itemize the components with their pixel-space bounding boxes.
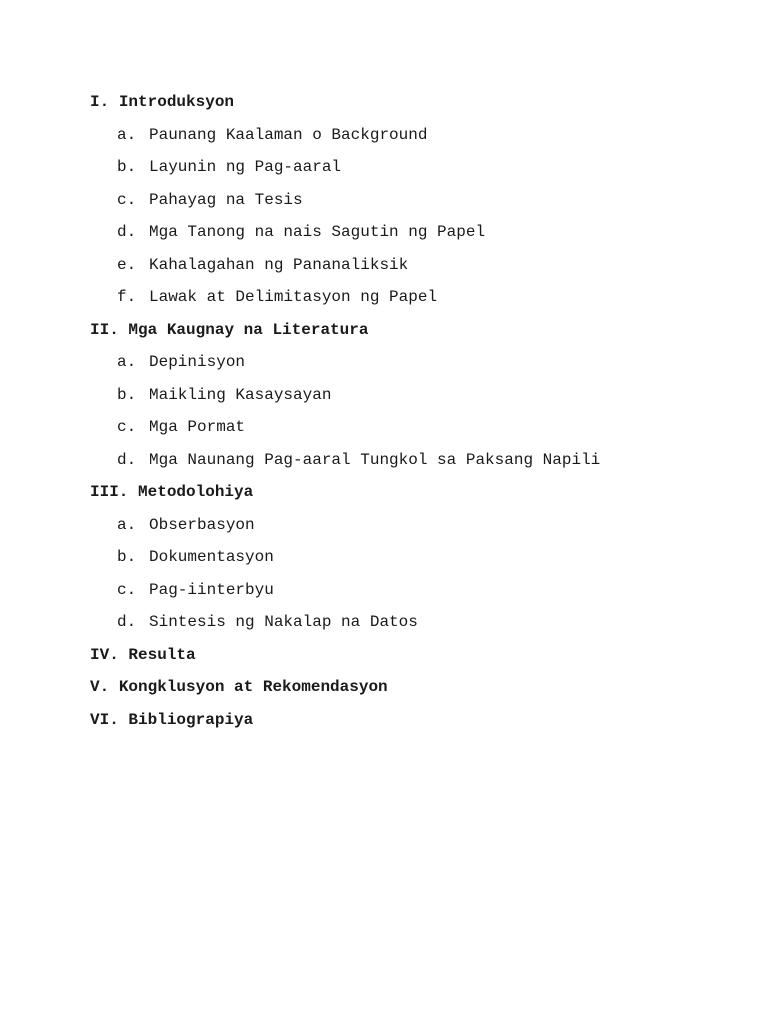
- subsection-item: [90, 251, 730, 284]
- subsection-item: [90, 381, 730, 414]
- section-numeral: II.: [90, 320, 119, 339]
- subsection-text: Paunang Kaalaman o Background: [149, 125, 428, 144]
- subsection-marker: a.: [117, 353, 137, 371]
- subsection-text: Sintesis ng Nakalap na Datos: [149, 613, 418, 631]
- subsection-item: [90, 186, 730, 219]
- outline-section-metodolohiya: [90, 478, 730, 641]
- section-title: Kongklusyon at Rekomendasyon: [118, 678, 388, 696]
- subsection-text: Layunin ng Pag-aaral: [149, 158, 342, 176]
- subsection-item: [90, 153, 730, 186]
- section-title: Resulta: [128, 645, 196, 664]
- subsection-marker: b.: [117, 548, 137, 566]
- subsection-item: [90, 446, 730, 479]
- section-numeral: I.: [90, 93, 110, 111]
- subsection-marker: a.: [117, 125, 137, 144]
- section-title: Metodolohiya: [138, 483, 254, 501]
- subsection-marker: b.: [117, 385, 137, 404]
- subsection-marker: a.: [117, 515, 137, 534]
- section-heading: [90, 706, 730, 739]
- subsection-item: [90, 608, 730, 641]
- section-numeral: V.: [90, 678, 110, 696]
- subsection-text: Obserbasyon: [149, 515, 255, 534]
- subsection-item: [90, 283, 730, 316]
- section-heading: [90, 673, 730, 706]
- subsection-marker: d.: [117, 223, 137, 241]
- subsection-item: [90, 413, 730, 446]
- subsection-item: [90, 348, 730, 381]
- outline-section-bibliograpiya: [90, 706, 730, 739]
- outline-section-kongklusyon: [90, 673, 730, 706]
- section-heading: [90, 641, 730, 674]
- subsection-marker: d.: [117, 450, 137, 469]
- section-numeral: III.: [90, 483, 129, 501]
- subsection-marker: c.: [117, 418, 137, 436]
- subsection-text: Kahalagahan ng Pananaliksik: [149, 255, 409, 274]
- subsection-item: [90, 543, 730, 576]
- subsection-list: [90, 121, 730, 316]
- subsection-text: Dokumentasyon: [149, 548, 274, 566]
- subsection-item: [90, 218, 730, 251]
- subsection-marker: f.: [117, 288, 137, 306]
- research-paper-outline: [90, 88, 730, 738]
- section-numeral: VI.: [90, 710, 119, 729]
- subsection-text: Lawak at Delimitasyon ng Papel: [149, 288, 438, 306]
- subsection-text: Pag-iinterbyu: [149, 580, 274, 599]
- section-heading: [90, 478, 730, 511]
- subsection-text: Mga Pormat: [149, 418, 246, 436]
- subsection-text: Mga Naunang Pag-aaral Tungkol sa Paksang Napili: [149, 450, 601, 469]
- section-numeral: IV.: [90, 645, 119, 664]
- outline-section-resulta: [90, 641, 730, 674]
- section-title: Introduksyon: [118, 93, 235, 111]
- subsection-list: [90, 348, 730, 478]
- subsection-marker: c.: [117, 190, 137, 209]
- subsection-text: Pahayag na Tesis: [149, 190, 303, 209]
- subsection-marker: d.: [117, 613, 137, 631]
- outline-section-introduksyon: [90, 88, 730, 316]
- subsection-item: [90, 511, 730, 544]
- subsection-item: [90, 576, 730, 609]
- subsection-item: [90, 121, 730, 154]
- subsection-text: Maikling Kasaysayan: [149, 385, 332, 404]
- outline-section-literatura: [90, 316, 730, 479]
- subsection-marker: b.: [117, 158, 137, 176]
- section-title: Mga Kaugnay na Literatura: [128, 320, 369, 339]
- subsection-list: [90, 511, 730, 641]
- subsection-marker: c.: [117, 580, 137, 599]
- subsection-text: Mga Tanong na nais Sagutin ng Papel: [149, 223, 486, 241]
- section-heading: [90, 316, 730, 349]
- subsection-marker: e.: [117, 255, 137, 274]
- subsection-text: Depinisyon: [149, 353, 246, 371]
- section-heading: [90, 88, 730, 121]
- section-title: Bibliograpiya: [128, 710, 254, 729]
